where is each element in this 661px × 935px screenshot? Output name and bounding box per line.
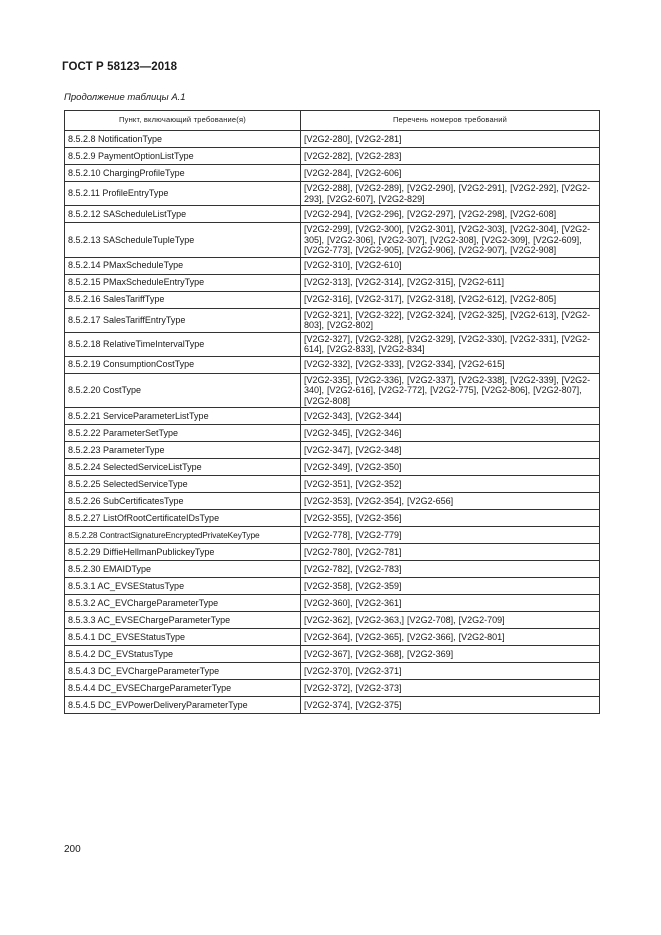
table-row (65, 408, 600, 425)
row-refs: [V2G2-294], [V2G2-296], [V2G2-297], [V2G2-298], [V2G2-608] (301, 206, 600, 223)
row-item: 8.5.3.2 AC_EVChargeParameterType (65, 595, 301, 612)
row-item: 8.5.2.24 SelectedServiceListType (65, 459, 301, 476)
row-refs: [V2G2-364], [V2G2-365], [V2G2-366], [V2G2-801] (301, 629, 600, 646)
row-refs: [V2G2-362], [V2G2-363,] [V2G2-708], [V2G2-709] (301, 612, 600, 629)
row-refs: [V2G2-332], [V2G2-333], [V2G2-334], [V2G2-615] (301, 356, 600, 373)
row-refs: [V2G2-778], [V2G2-779] (301, 527, 600, 544)
table-row (65, 595, 600, 612)
column-header-item: Пункт, включающий требование(я) (65, 111, 301, 131)
table-row (65, 165, 600, 182)
table-caption: Продолжение таблицы А.1 (64, 92, 186, 103)
requirements-table (64, 110, 600, 714)
table-row (65, 510, 600, 527)
document-header: ГОСТ Р 58123—2018 (62, 61, 178, 73)
row-refs: [V2G2-321], [V2G2-322], [V2G2-324], [V2G2-325], [V2G2-613], [V2G2-803], [V2G2-802] (301, 308, 600, 332)
row-refs: [V2G2-282], [V2G2-283] (301, 148, 600, 165)
table-row (65, 680, 600, 697)
table-row (65, 425, 600, 442)
row-item: 8.5.2.28 ContractSignatureEncryptedPrivateKeyType (65, 527, 301, 544)
row-item: 8.5.4.3 DC_EVChargeParameterType (65, 663, 301, 680)
row-item: 8.5.4.1 DC_EVSEStatusType (65, 629, 301, 646)
table-row (65, 493, 600, 510)
row-refs: [V2G2-316], [V2G2-317], [V2G2-318], [V2G2-612], [V2G2-805] (301, 291, 600, 308)
row-item: 8.5.2.15 PMaxScheduleEntryType (65, 274, 301, 291)
row-refs: [V2G2-349], [V2G2-350] (301, 459, 600, 476)
table-row (65, 663, 600, 680)
table-row (65, 612, 600, 629)
table-row (65, 442, 600, 459)
row-item: 8.5.2.9 PaymentOptionListType (65, 148, 301, 165)
table-row (65, 697, 600, 714)
row-item: 8.5.2.10 ChargingProfileType (65, 165, 301, 182)
row-refs: [V2G2-280], [V2G2-281] (301, 131, 600, 148)
column-header-refs: Перечень номеров требований (301, 111, 600, 131)
table-row (65, 646, 600, 663)
row-item: 8.5.2.30 EMAIDType (65, 561, 301, 578)
row-item: 8.5.2.17 SalesTariffEntryType (65, 308, 301, 332)
row-item: 8.5.2.23 ParameterType (65, 442, 301, 459)
table-row (65, 629, 600, 646)
row-item: 8.5.2.12 SAScheduleListType (65, 206, 301, 223)
row-refs: [V2G2-343], [V2G2-344] (301, 408, 600, 425)
row-refs: [V2G2-370], [V2G2-371] (301, 663, 600, 680)
row-refs: [V2G2-335], [V2G2-336], [V2G2-337], [V2G2-338], [V2G2-339], [V2G2-340], [V2G2-616], [V2G2-772], [V2G2-775], [V2G2-806], [V2G2-807], [V2G2-808] (301, 373, 600, 408)
row-refs: [V2G2-353], [V2G2-354], [V2G2-656] (301, 493, 600, 510)
row-item: 8.5.2.29 DiffieHellmanPublickeyType (65, 544, 301, 561)
table-row (65, 257, 600, 274)
page-number: 200 (64, 844, 81, 855)
row-item: 8.5.2.8 NotificationType (65, 131, 301, 148)
row-item: 8.5.2.11 ProfileEntryType (65, 182, 301, 206)
row-refs: [V2G2-372], [V2G2-373] (301, 680, 600, 697)
table-row (65, 544, 600, 561)
table-header-row (65, 111, 600, 131)
row-refs: [V2G2-374], [V2G2-375] (301, 697, 600, 714)
row-refs: [V2G2-355], [V2G2-356] (301, 510, 600, 527)
row-item: 8.5.2.25 SelectedServiceType (65, 476, 301, 493)
row-refs: [V2G2-351], [V2G2-352] (301, 476, 600, 493)
row-item: 8.5.2.19 ConsumptionCostType (65, 356, 301, 373)
row-item: 8.5.2.26 SubCertificatesType (65, 493, 301, 510)
row-refs: [V2G2-345], [V2G2-346] (301, 425, 600, 442)
table-row (65, 373, 600, 408)
table-row (65, 148, 600, 165)
table-row (65, 274, 600, 291)
row-item: 8.5.2.13 SAScheduleTupleType (65, 223, 301, 258)
row-refs: [V2G2-313], [V2G2-314], [V2G2-315], [V2G2-611] (301, 274, 600, 291)
table-row (65, 459, 600, 476)
table-row (65, 182, 600, 206)
row-refs: [V2G2-327], [V2G2-328], [V2G2-329], [V2G2-330], [V2G2-331], [V2G2-614], [V2G2-833], [V2G2-834] (301, 332, 600, 356)
row-item: 8.5.2.18 RelativeTimeIntervalType (65, 332, 301, 356)
row-item: 8.5.2.27 ListOfRootCertificateIDsType (65, 510, 301, 527)
row-refs: [V2G2-299], [V2G2-300], [V2G2-301], [V2G2-303], [V2G2-304], [V2G2-305], [V2G2-306], [V2G2-307], [V2G2-308], [V2G2-309], [V2G2-609], [V2G2-773], [V2G2-905], [V2G2-906], [V2G2-907], [V2G2-908] (301, 223, 600, 258)
table-row (65, 291, 600, 308)
table-row (65, 356, 600, 373)
row-item: 8.5.2.14 PMaxScheduleType (65, 257, 301, 274)
row-refs: [V2G2-347], [V2G2-348] (301, 442, 600, 459)
row-refs: [V2G2-367], [V2G2-368], [V2G2-369] (301, 646, 600, 663)
row-item: 8.5.3.3 AC_EVSEChargeParameterType (65, 612, 301, 629)
row-refs: [V2G2-360], [V2G2-361] (301, 595, 600, 612)
row-refs: [V2G2-284], [V2G2-606] (301, 165, 600, 182)
row-item: 8.5.2.22 ParameterSetType (65, 425, 301, 442)
row-item: 8.5.3.1 AC_EVSEStatusType (65, 578, 301, 595)
table-row (65, 206, 600, 223)
row-item: 8.5.4.2 DC_EVStatusType (65, 646, 301, 663)
table-row (65, 578, 600, 595)
row-refs: [V2G2-358], [V2G2-359] (301, 578, 600, 595)
row-item: 8.5.4.4 DC_EVSEChargeParameterType (65, 680, 301, 697)
row-refs: [V2G2-288], [V2G2-289], [V2G2-290], [V2G2-291], [V2G2-292], [V2G2-293], [V2G2-607], [V2G2-829] (301, 182, 600, 206)
row-item: 8.5.2.20 CostType (65, 373, 301, 408)
row-item: 8.5.2.16 SalesTariffType (65, 291, 301, 308)
table-row (65, 131, 600, 148)
table-row (65, 561, 600, 578)
row-refs: [V2G2-782], [V2G2-783] (301, 561, 600, 578)
row-item: 8.5.4.5 DC_EVPowerDeliveryParameterType (65, 697, 301, 714)
row-refs: [V2G2-310], [V2G2-610] (301, 257, 600, 274)
table-row (65, 332, 600, 356)
table-row (65, 223, 600, 258)
table-row (65, 308, 600, 332)
table-row (65, 476, 600, 493)
row-refs: [V2G2-780], [V2G2-781] (301, 544, 600, 561)
table-row (65, 527, 600, 544)
row-item: 8.5.2.21 ServiceParameterListType (65, 408, 301, 425)
